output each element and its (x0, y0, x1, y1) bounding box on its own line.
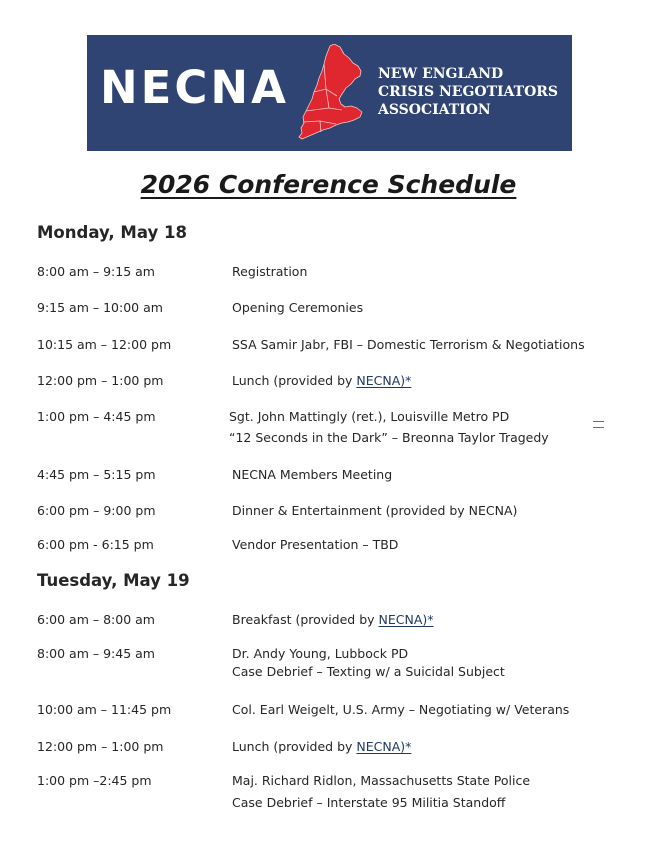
session-time: 1:00 pm – 4:45 pm (37, 409, 156, 424)
session-event (232, 375, 411, 388)
day-heading-tuesday: Tuesday, May 19 (37, 571, 190, 590)
session-event: Sgt. John Mattingly (ret.), Louisville Metro PD (229, 409, 510, 424)
session-event-text: Lunch (provided by (232, 739, 357, 754)
session-event: Registration (232, 264, 308, 279)
session-event: Col. Earl Weigelt, U.S. Army – Negotiating w/ Veterans (232, 702, 570, 717)
session-time: 10:00 am – 11:45 pm (37, 702, 172, 717)
session-time: 10:15 am – 12:00 pm (37, 337, 172, 352)
session-event-line-2: Case Debrief – Texting w/ a Suicidal Subject (232, 664, 505, 679)
session-event: Dinner & Entertainment (provided by NECNA) (232, 503, 518, 518)
necna-banner (87, 35, 572, 151)
session-time: 12:00 pm – 1:00 pm (37, 373, 164, 388)
banner-name-line-1: NEW ENGLAND (378, 66, 504, 82)
margin-mark-icon (593, 421, 604, 428)
page-title: 2026 Conference Schedule (140, 170, 517, 199)
session-time: 6:00 pm – 9:00 pm (37, 503, 156, 518)
session-time: 8:00 am – 9:15 am (37, 264, 155, 279)
banner-name-line-2: CRISIS NEGOTIATORS (378, 84, 559, 100)
session-event: Opening Ceremonies (232, 300, 364, 315)
banner-acronym: NECNA (100, 61, 289, 114)
session-event-text: Breakfast (provided by (232, 612, 379, 627)
session-event-line-2: “12 Seconds in the Dark” – Breonna Taylor Tragedy (229, 430, 549, 445)
session-time: 12:00 pm – 1:00 pm (37, 739, 164, 754)
necna-link[interactable]: NECNA)* (378, 612, 434, 627)
day-heading-monday: Monday, May 18 (37, 223, 187, 242)
session-event-text: Lunch (provided by (232, 373, 357, 388)
necna-link[interactable]: NECNA)* (356, 739, 412, 754)
banner-name-line-3: ASSOCIATION (378, 102, 491, 118)
session-event: Dr. Andy Young, Lubbock PD (232, 646, 409, 661)
session-event: Maj. Richard Ridlon, Massachusetts State Police (232, 773, 531, 788)
session-time: 1:00 pm –2:45 pm (37, 773, 152, 788)
new-england-map-icon (290, 44, 368, 140)
session-time: 6:00 am – 8:00 am (37, 612, 155, 627)
session-event-line-2: Case Debrief – Interstate 95 Militia Standoff (232, 795, 506, 810)
session-event (232, 614, 434, 627)
session-time: 4:45 pm – 5:15 pm (37, 467, 156, 482)
session-event: SSA Samir Jabr, FBI – Domestic Terrorism & Negotiations (232, 337, 585, 352)
session-time: 6:00 pm - 6:15 pm (37, 537, 154, 552)
necna-link[interactable]: NECNA)* (356, 373, 412, 388)
banner-full-name (378, 65, 558, 119)
session-event (232, 741, 411, 754)
session-event: Vendor Presentation – TBD (232, 537, 399, 552)
session-time: 8:00 am – 9:45 am (37, 646, 155, 661)
session-time: 9:15 am – 10:00 am (37, 300, 163, 315)
session-event: NECNA Members Meeting (232, 467, 393, 482)
